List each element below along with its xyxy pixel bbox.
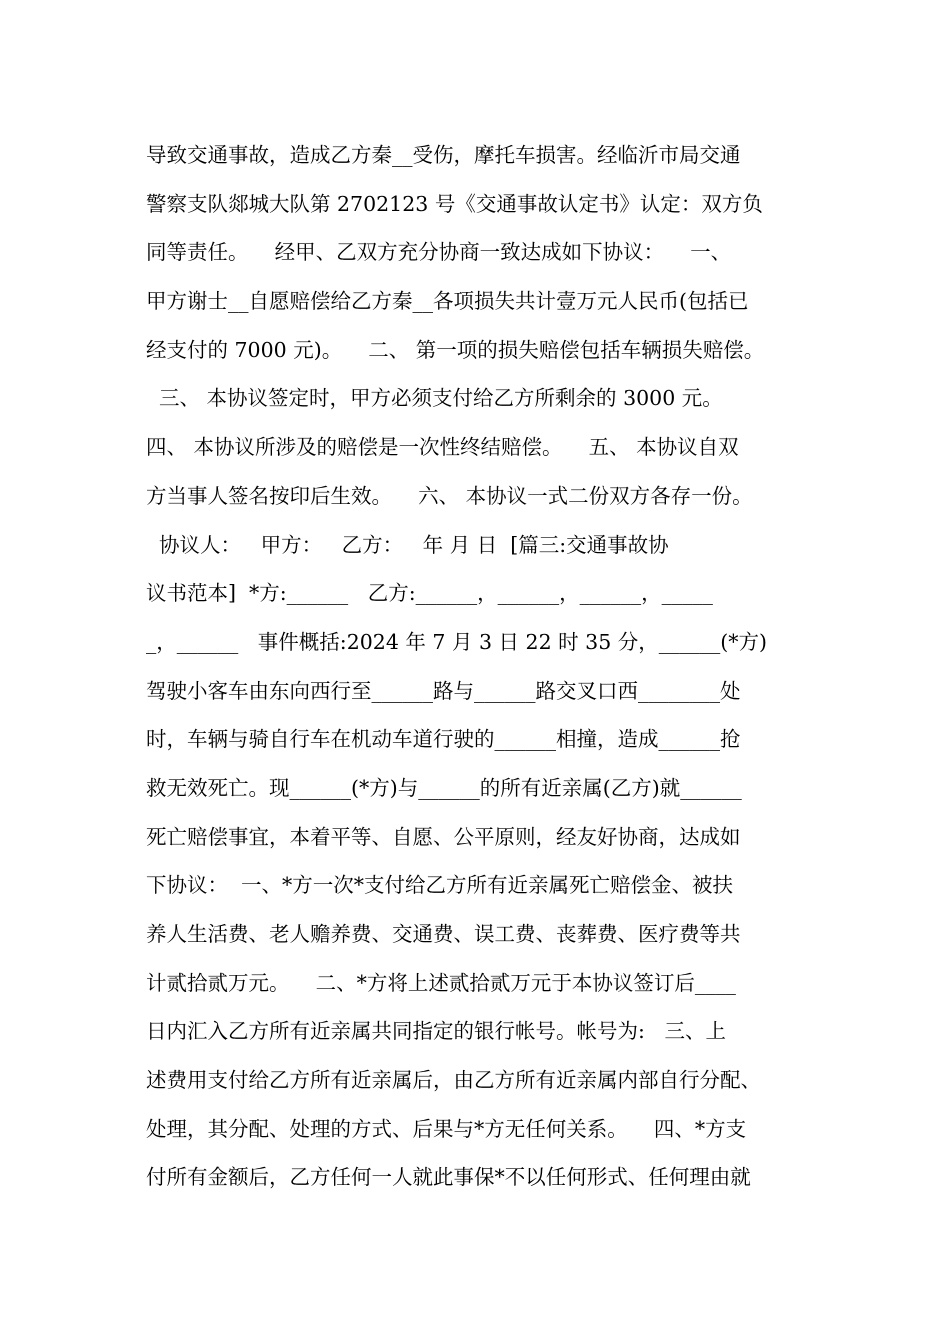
text-line: 方当事人签名按印后生效。 六、 本协议一式二份双方各存一份。 (146, 483, 753, 508)
text-line: 三、 本协议签定时，甲方必须支付给乙方所剩余的 3000 元。 (146, 386, 723, 411)
text-line: 下协议： 一、*方一次*支付给乙方所有近亲属死亡赔偿金、被扶 (146, 873, 734, 898)
text-line: 协议人： 甲方： 乙方： 年 月 日 [篇三:交通事故协 (146, 532, 669, 557)
text-line: 述费用支付给乙方所有近亲属后，由乙方所有近亲属内部自行分配、 (146, 1068, 761, 1093)
text-line: 时，车辆与骑自行车在机动车道行驶的______相撞，造成______抢 (146, 727, 741, 752)
text-line: 甲方谢士__自愿赔偿给乙方秦__各项损失共计壹万元人民币(包括已 (146, 289, 749, 314)
text-line: 警察支队郯城大队第 2702123 号《交通事故认定书》认定：双方负 (146, 191, 763, 216)
text-line: 同等责任。 经甲、乙双方充分协商一致达成如下协议： 一、 (146, 240, 732, 265)
text-line: 经支付的 7000 元)。 二、 第一项的损失赔偿包括车辆损失赔偿。 (146, 337, 765, 362)
text-line: 四、 本协议所涉及的赔偿是一次性终结赔偿。 五、 本协议自双 (146, 435, 739, 460)
text-line: 导致交通事故，造成乙方秦__受伤，摩托车损害。经临沂市局交通 (146, 143, 741, 167)
text-line: 死亡赔偿事宜，本着平等、自愿、公平原则，经友好协商，达成如 (146, 824, 741, 849)
text-line: 日内汇入乙方所有近亲属共同指定的银行帐号。帐号为: 三、上 (146, 1019, 726, 1044)
document-body (146, 131, 826, 1202)
text-line: 养人生活费、老人赡养费、交通费、误工费、丧葬费、医疗费等共 (146, 922, 741, 946)
text-line: 驾驶小客车由东向西行至______路与______路交叉口西________处 (146, 678, 741, 703)
text-line: 计贰拾贰万元。 二、*方将上述贰拾贰万元于本协议签订后____ (146, 970, 736, 995)
text-line: _，______ 事件概括:2024 年 7 月 3 日 22 时 35 分，______(*方) (146, 629, 768, 654)
text-line: 付所有金额后，乙方任何一人就此事保*不以任何形式、任何理由就 (146, 1165, 751, 1190)
text-line: 处理，其分配、处理的方式、后果与*方无任何关系。 四、*方支 (146, 1116, 747, 1141)
text-line: 议书范本] *方:______ 乙方:______，______，______，_____ (146, 581, 713, 606)
text-line: 救无效死亡。现______(*方)与______的所有近亲属(乙方)就______ (146, 775, 742, 800)
